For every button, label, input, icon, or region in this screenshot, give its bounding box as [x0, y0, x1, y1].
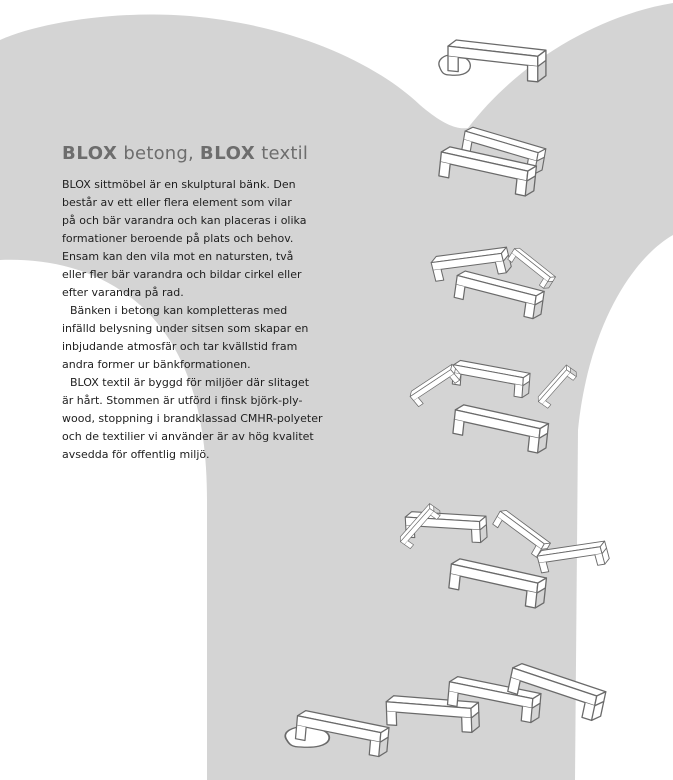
material-label: betong,: [117, 143, 200, 164]
paragraph-textile: BLOX textil är byggd för miljöer där slitaget är hårt. Stommen är utförd i finsk björk-ply- wood, stoppning i brandklassad CMHR-polyeter och de textilier vi använder är av hög kvalitet avsedda för offentlig miljö.: [62, 376, 323, 461]
material-label: textil: [255, 143, 309, 164]
paragraph-concrete: Bänken i betong kan kompletteras med infälld belysning under sitsen som skapar en inbjudande atmosfär och tar kvällstid fram andra former ur bänkformationen.: [62, 304, 309, 371]
square-formation-illustration: [408, 360, 579, 454]
row-with-stone-illustration: [285, 662, 608, 757]
bench-with-stone-illustration: [439, 40, 546, 82]
paragraph-intro: BLOX sittmöbel är en skulptural bänk. Den består av ett eller flera element som vilar på och bär varandra och kan placeras i olika formationer beroende på plats och behov. Ensam kan den vila mot en natursten, två eller fler bär varandra och bildar cirkel eller efter varandra på rad.: [62, 178, 307, 299]
two-stacked-benches-illustration: [438, 126, 548, 197]
brand-name: BLOX: [199, 143, 256, 164]
triangle-formation-illustration: [430, 239, 558, 319]
pentagon-formation-illustration: [398, 501, 610, 609]
brand-name: BLOX: [62, 143, 118, 164]
